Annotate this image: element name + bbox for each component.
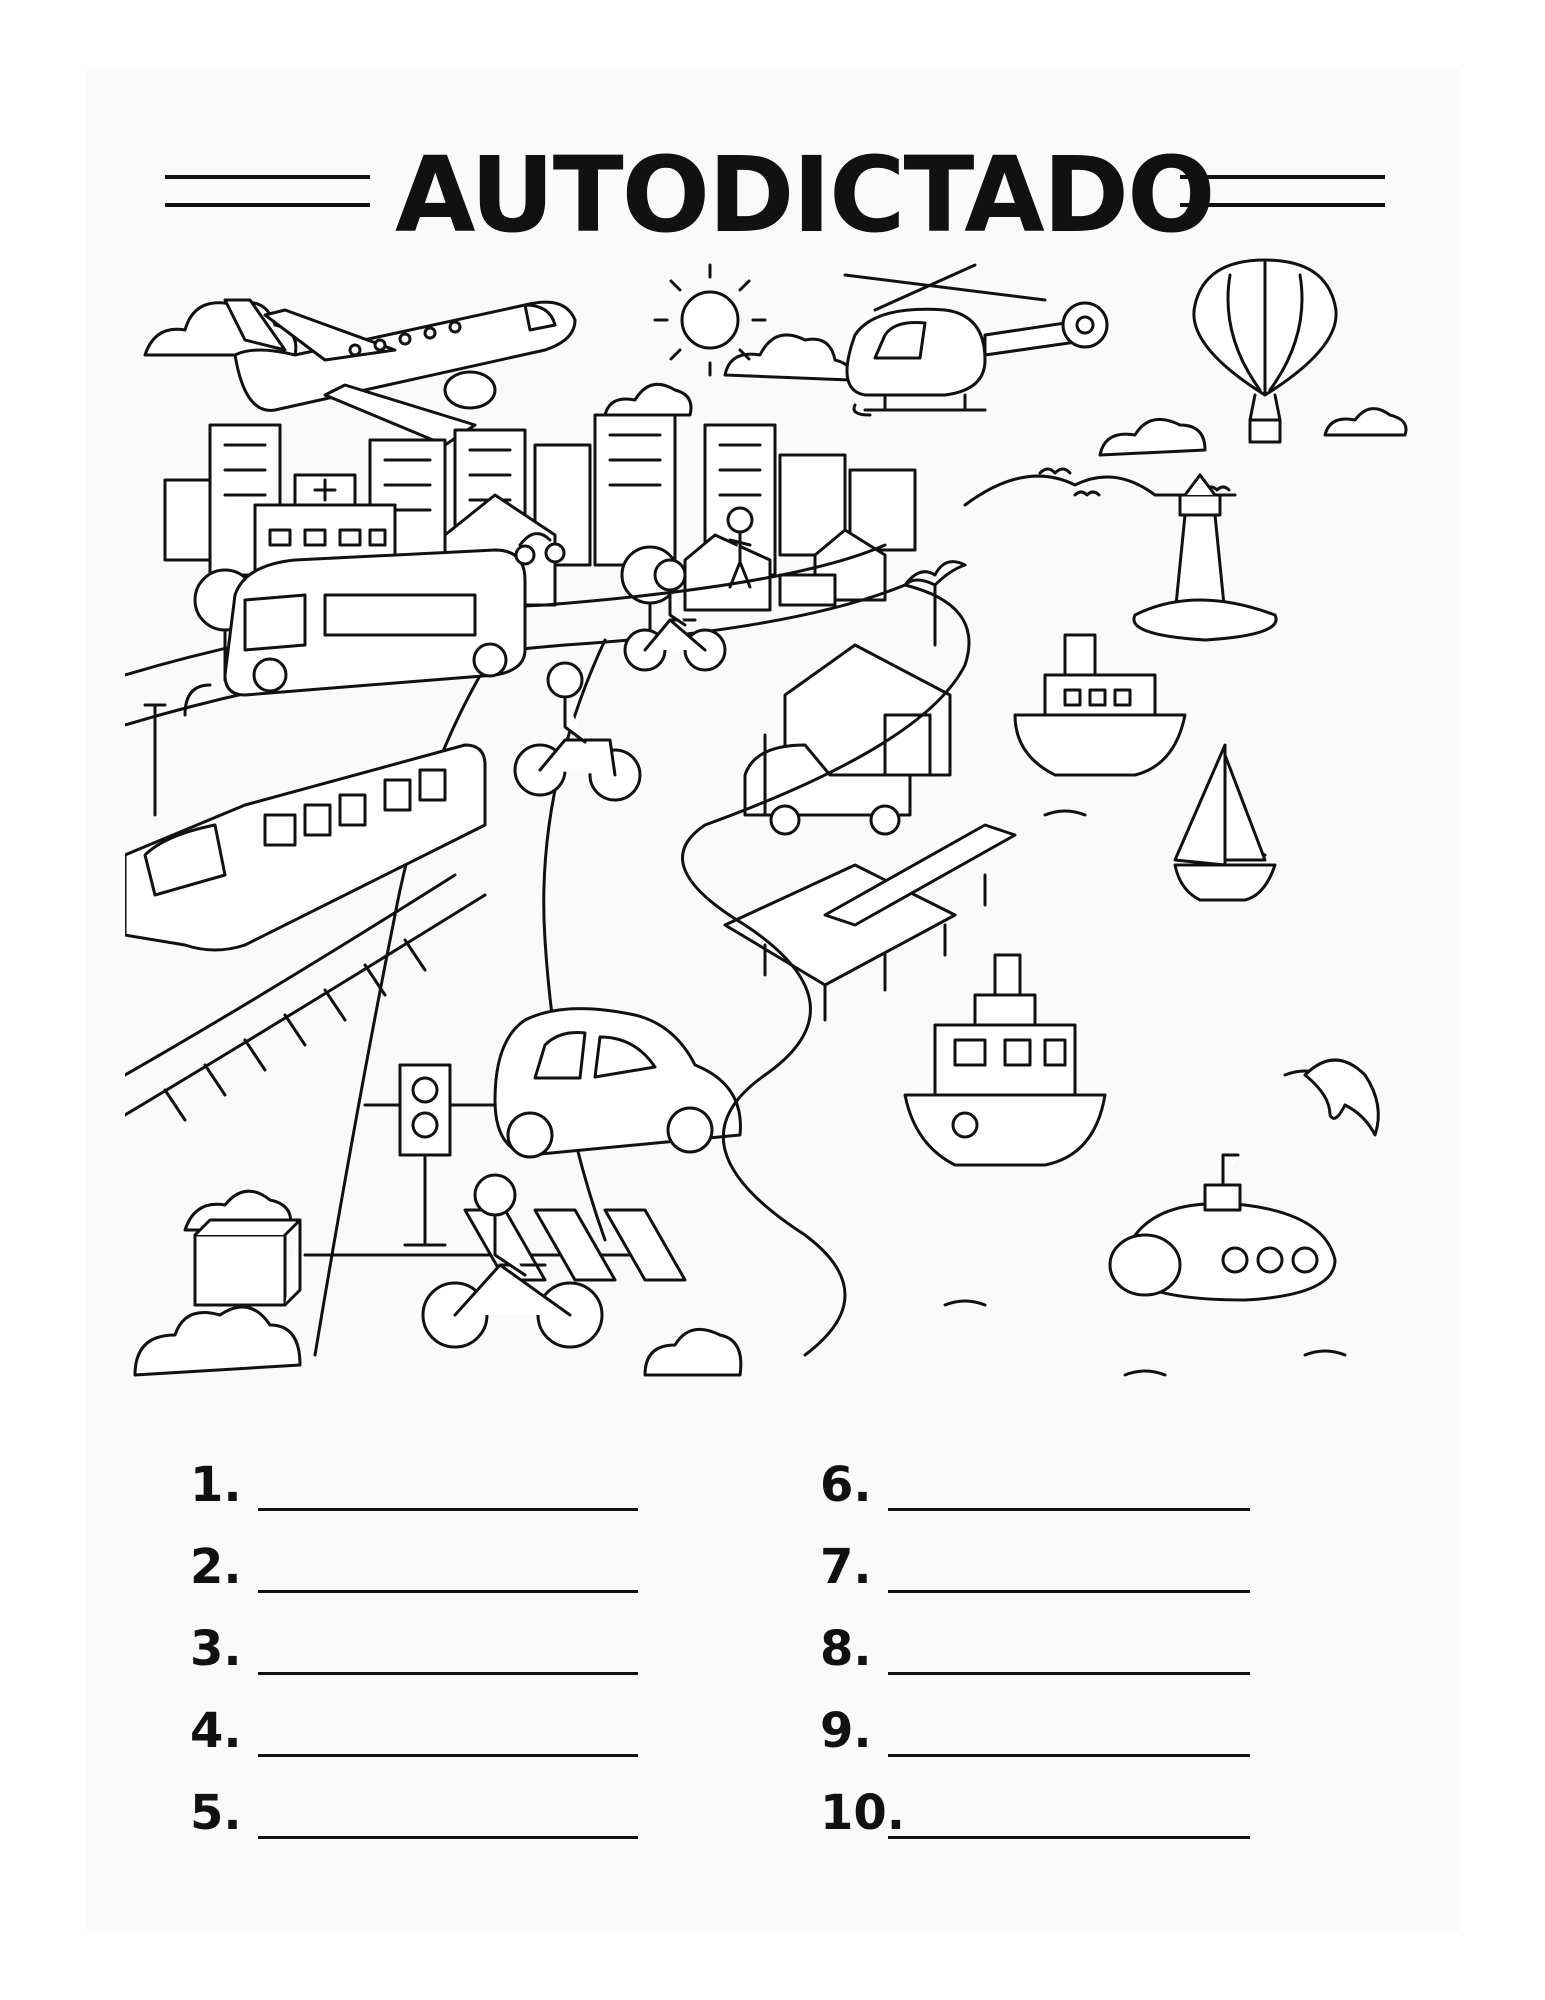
answer-number: 8.: [820, 1621, 872, 1677]
header: [165, 135, 1385, 255]
hot-air-balloon-icon: [1194, 260, 1336, 442]
ship-icon: [1015, 635, 1185, 775]
answer-row: [820, 1532, 1340, 1614]
answer-blank[interactable]: [258, 1590, 638, 1593]
airplane-icon: [225, 300, 575, 445]
answer-blank[interactable]: [888, 1508, 1250, 1511]
answer-lines: [190, 1450, 1340, 1870]
answer-row: [820, 1696, 1340, 1778]
cloud-icon: [725, 335, 851, 380]
answer-row: [190, 1778, 710, 1860]
answer-column-left: [190, 1450, 710, 1860]
lighthouse-icon: [1134, 475, 1276, 640]
answer-blank[interactable]: [888, 1836, 1250, 1839]
answer-number: 10.: [820, 1785, 906, 1841]
dolphin-icon: [1305, 1060, 1378, 1135]
answer-blank[interactable]: [258, 1672, 638, 1675]
mailbox-icon: [195, 1220, 300, 1305]
answer-row: [820, 1778, 1340, 1860]
pier-icon: [725, 825, 1015, 1020]
answer-column-right: [820, 1450, 1340, 1860]
answer-row: [190, 1450, 710, 1532]
answer-number: 7.: [820, 1539, 872, 1595]
sun-icon: [655, 265, 765, 375]
answer-number: 2.: [190, 1539, 242, 1595]
submarine-icon: [1110, 1155, 1335, 1300]
title-rule-right: [1180, 175, 1385, 207]
transport-scene-illustration: [125, 255, 1425, 1415]
answer-blank[interactable]: [888, 1754, 1250, 1757]
answer-blank[interactable]: [888, 1590, 1250, 1593]
traffic-light-icon: [400, 1065, 450, 1245]
answer-row: [190, 1532, 710, 1614]
answer-row: [820, 1614, 1340, 1696]
answer-number: 6.: [820, 1457, 872, 1513]
answer-number: 5.: [190, 1785, 242, 1841]
answer-number: 9.: [820, 1703, 872, 1759]
sailboat-icon: [1175, 745, 1275, 900]
answer-blank[interactable]: [258, 1754, 638, 1757]
answer-blank[interactable]: [258, 1508, 638, 1511]
answer-blank[interactable]: [888, 1672, 1250, 1675]
answer-row: [190, 1614, 710, 1696]
bus-icon: [225, 550, 525, 695]
answer-row: [820, 1450, 1340, 1532]
answer-number: 4.: [190, 1703, 242, 1759]
answer-number: 3.: [190, 1621, 242, 1677]
page-title: AUTODICTADO: [395, 134, 1214, 256]
car-icon: [495, 1009, 740, 1157]
answer-number: 1.: [190, 1457, 242, 1513]
answer-blank[interactable]: [258, 1836, 638, 1839]
train-icon: [125, 745, 485, 950]
helicopter-icon: [845, 265, 1107, 415]
cloud-icon: [605, 384, 691, 415]
tugboat-icon: [905, 955, 1105, 1165]
motorcycle-icon: [515, 663, 640, 800]
answer-row: [190, 1696, 710, 1778]
cloud-icon: [1100, 419, 1205, 455]
cloud-icon: [1325, 409, 1406, 435]
title-rule-left: [165, 175, 370, 207]
